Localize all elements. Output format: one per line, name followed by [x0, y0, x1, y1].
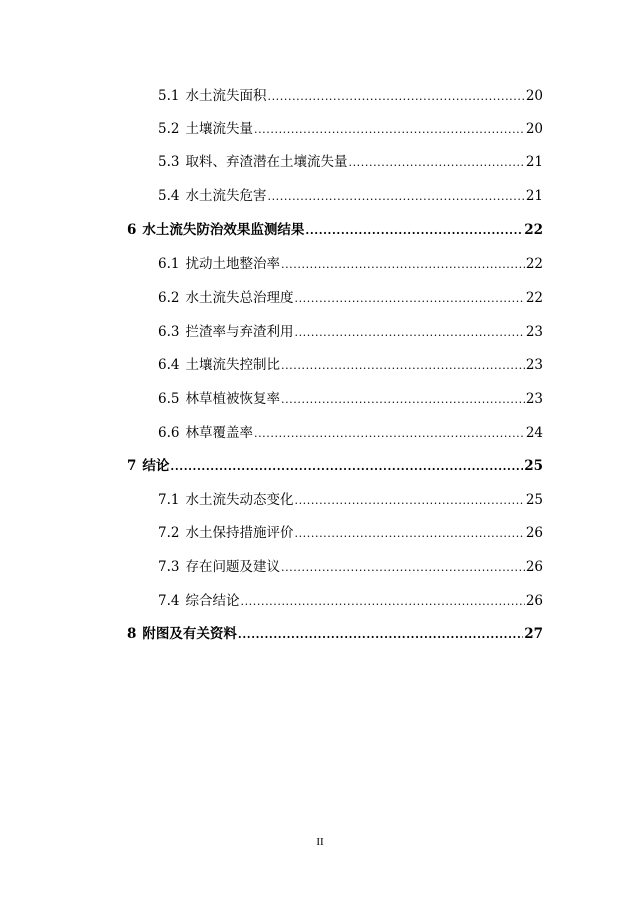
toc-entry-page: 23 [525, 357, 543, 373]
toc-leader-dots [281, 390, 525, 410]
toc-leader-dots [170, 457, 523, 477]
toc-entry-page: 22 [525, 256, 543, 272]
toc-entry-number: 7.1 [158, 492, 180, 508]
toc-entry [158, 186, 543, 206]
toc-entry-page: 23 [525, 391, 543, 407]
toc-entry [158, 557, 543, 577]
toc-entry [158, 423, 543, 443]
toc-leader-dots [240, 592, 524, 612]
toc-entry-number: 5.2 [158, 121, 180, 137]
toc-entry-page: 22 [524, 222, 543, 238]
toc-leader-dots [294, 524, 524, 544]
toc-leader-dots [254, 120, 525, 140]
toc-leader-dots [348, 153, 524, 173]
toc-entry-title: 土壤流失控制比 [185, 357, 280, 373]
toc-entry-page: 26 [525, 559, 543, 575]
toc-leader-dots [281, 356, 525, 376]
toc-chapter-entry [127, 624, 543, 644]
toc-entry-title: 取料、弃渣潜在土壤流失量 [185, 154, 348, 170]
toc-entry-title: 水土流失危害 [185, 188, 267, 204]
toc-entry [158, 355, 543, 375]
toc-entry [158, 322, 543, 342]
toc-entry-number: 5.1 [158, 88, 180, 104]
toc-leader-dots [238, 625, 523, 645]
toc-entry-title: 水土流失动态变化 [185, 492, 294, 508]
toc-entry-number: 5.4 [158, 188, 180, 204]
toc-entry-page: 21 [525, 188, 543, 204]
toc-entry-page: 26 [525, 525, 543, 541]
toc-entry-number: 6.6 [158, 425, 180, 441]
toc-entry [158, 523, 543, 543]
toc-entry [158, 119, 543, 139]
toc-entry-number: 8 [127, 626, 137, 642]
toc-entry-number: 7.4 [158, 593, 180, 609]
toc-entry-title: 综合结论 [185, 593, 240, 609]
toc-entry-page: 23 [525, 324, 543, 340]
toc-entry-number: 6 [127, 222, 137, 238]
toc-entry-title: 存在问题及建议 [185, 559, 280, 575]
toc-entry-title: 土壤流失量 [185, 121, 253, 137]
toc-entry-page: 22 [525, 290, 543, 306]
toc-chapter-entry [127, 220, 543, 240]
toc-entry-number: 6.1 [158, 256, 180, 272]
toc-leader-dots [281, 558, 525, 578]
toc-entry-title: 附图及有关资料 [142, 626, 237, 642]
toc-entry-title: 林草覆盖率 [185, 425, 253, 441]
toc-leader-dots [294, 289, 524, 309]
toc-entry-page: 20 [525, 88, 543, 104]
toc-leader-dots [294, 323, 524, 343]
toc-leader-dots [305, 221, 523, 241]
toc-entry-title: 拦渣率与弃渣利用 [185, 324, 294, 340]
toc-entry [158, 591, 543, 611]
toc-entry-page: 24 [525, 425, 543, 441]
toc-leader-dots [267, 187, 524, 207]
toc-entry [158, 389, 543, 409]
toc-chapter-entry [127, 456, 543, 476]
toc-entry-page: 25 [524, 458, 543, 474]
toc-entry-title: 水土保持措施评价 [185, 525, 294, 541]
toc-leader-dots [281, 255, 525, 275]
toc-entry [158, 86, 543, 106]
toc-entry-page: 26 [525, 593, 543, 609]
toc-entry-number: 6.4 [158, 357, 180, 373]
toc-entry-title: 林草植被恢复率 [185, 391, 280, 407]
toc-entry-title: 扰动土地整治率 [185, 256, 280, 272]
toc-leader-dots [294, 491, 524, 511]
toc-entry [158, 490, 543, 510]
toc-entry-number: 6.2 [158, 290, 180, 306]
toc-entry-page: 20 [525, 121, 543, 137]
toc-leader-dots [254, 424, 525, 444]
page-number: II [316, 836, 324, 848]
toc-entry-title: 水土流失面积 [185, 88, 267, 104]
toc-entry-title: 结论 [142, 458, 170, 474]
toc-entry-number: 6.5 [158, 391, 180, 407]
toc-entry-number: 7 [127, 458, 137, 474]
toc-entry-page: 27 [524, 626, 543, 642]
toc-entry-page: 25 [525, 492, 543, 508]
toc-entry [158, 288, 543, 308]
toc-leader-dots [267, 87, 524, 107]
toc-entry [158, 152, 543, 172]
toc-entry-title: 水土流失防治效果监测结果 [142, 222, 305, 238]
toc-entry [158, 254, 543, 274]
toc-entry-number: 7.3 [158, 559, 180, 575]
toc-entry-page: 21 [525, 154, 543, 170]
toc-entry-number: 5.3 [158, 154, 180, 170]
toc-entry-number: 6.3 [158, 324, 180, 340]
toc-entry-number: 7.2 [158, 525, 180, 541]
toc-entry-title: 水土流失总治理度 [185, 290, 294, 306]
